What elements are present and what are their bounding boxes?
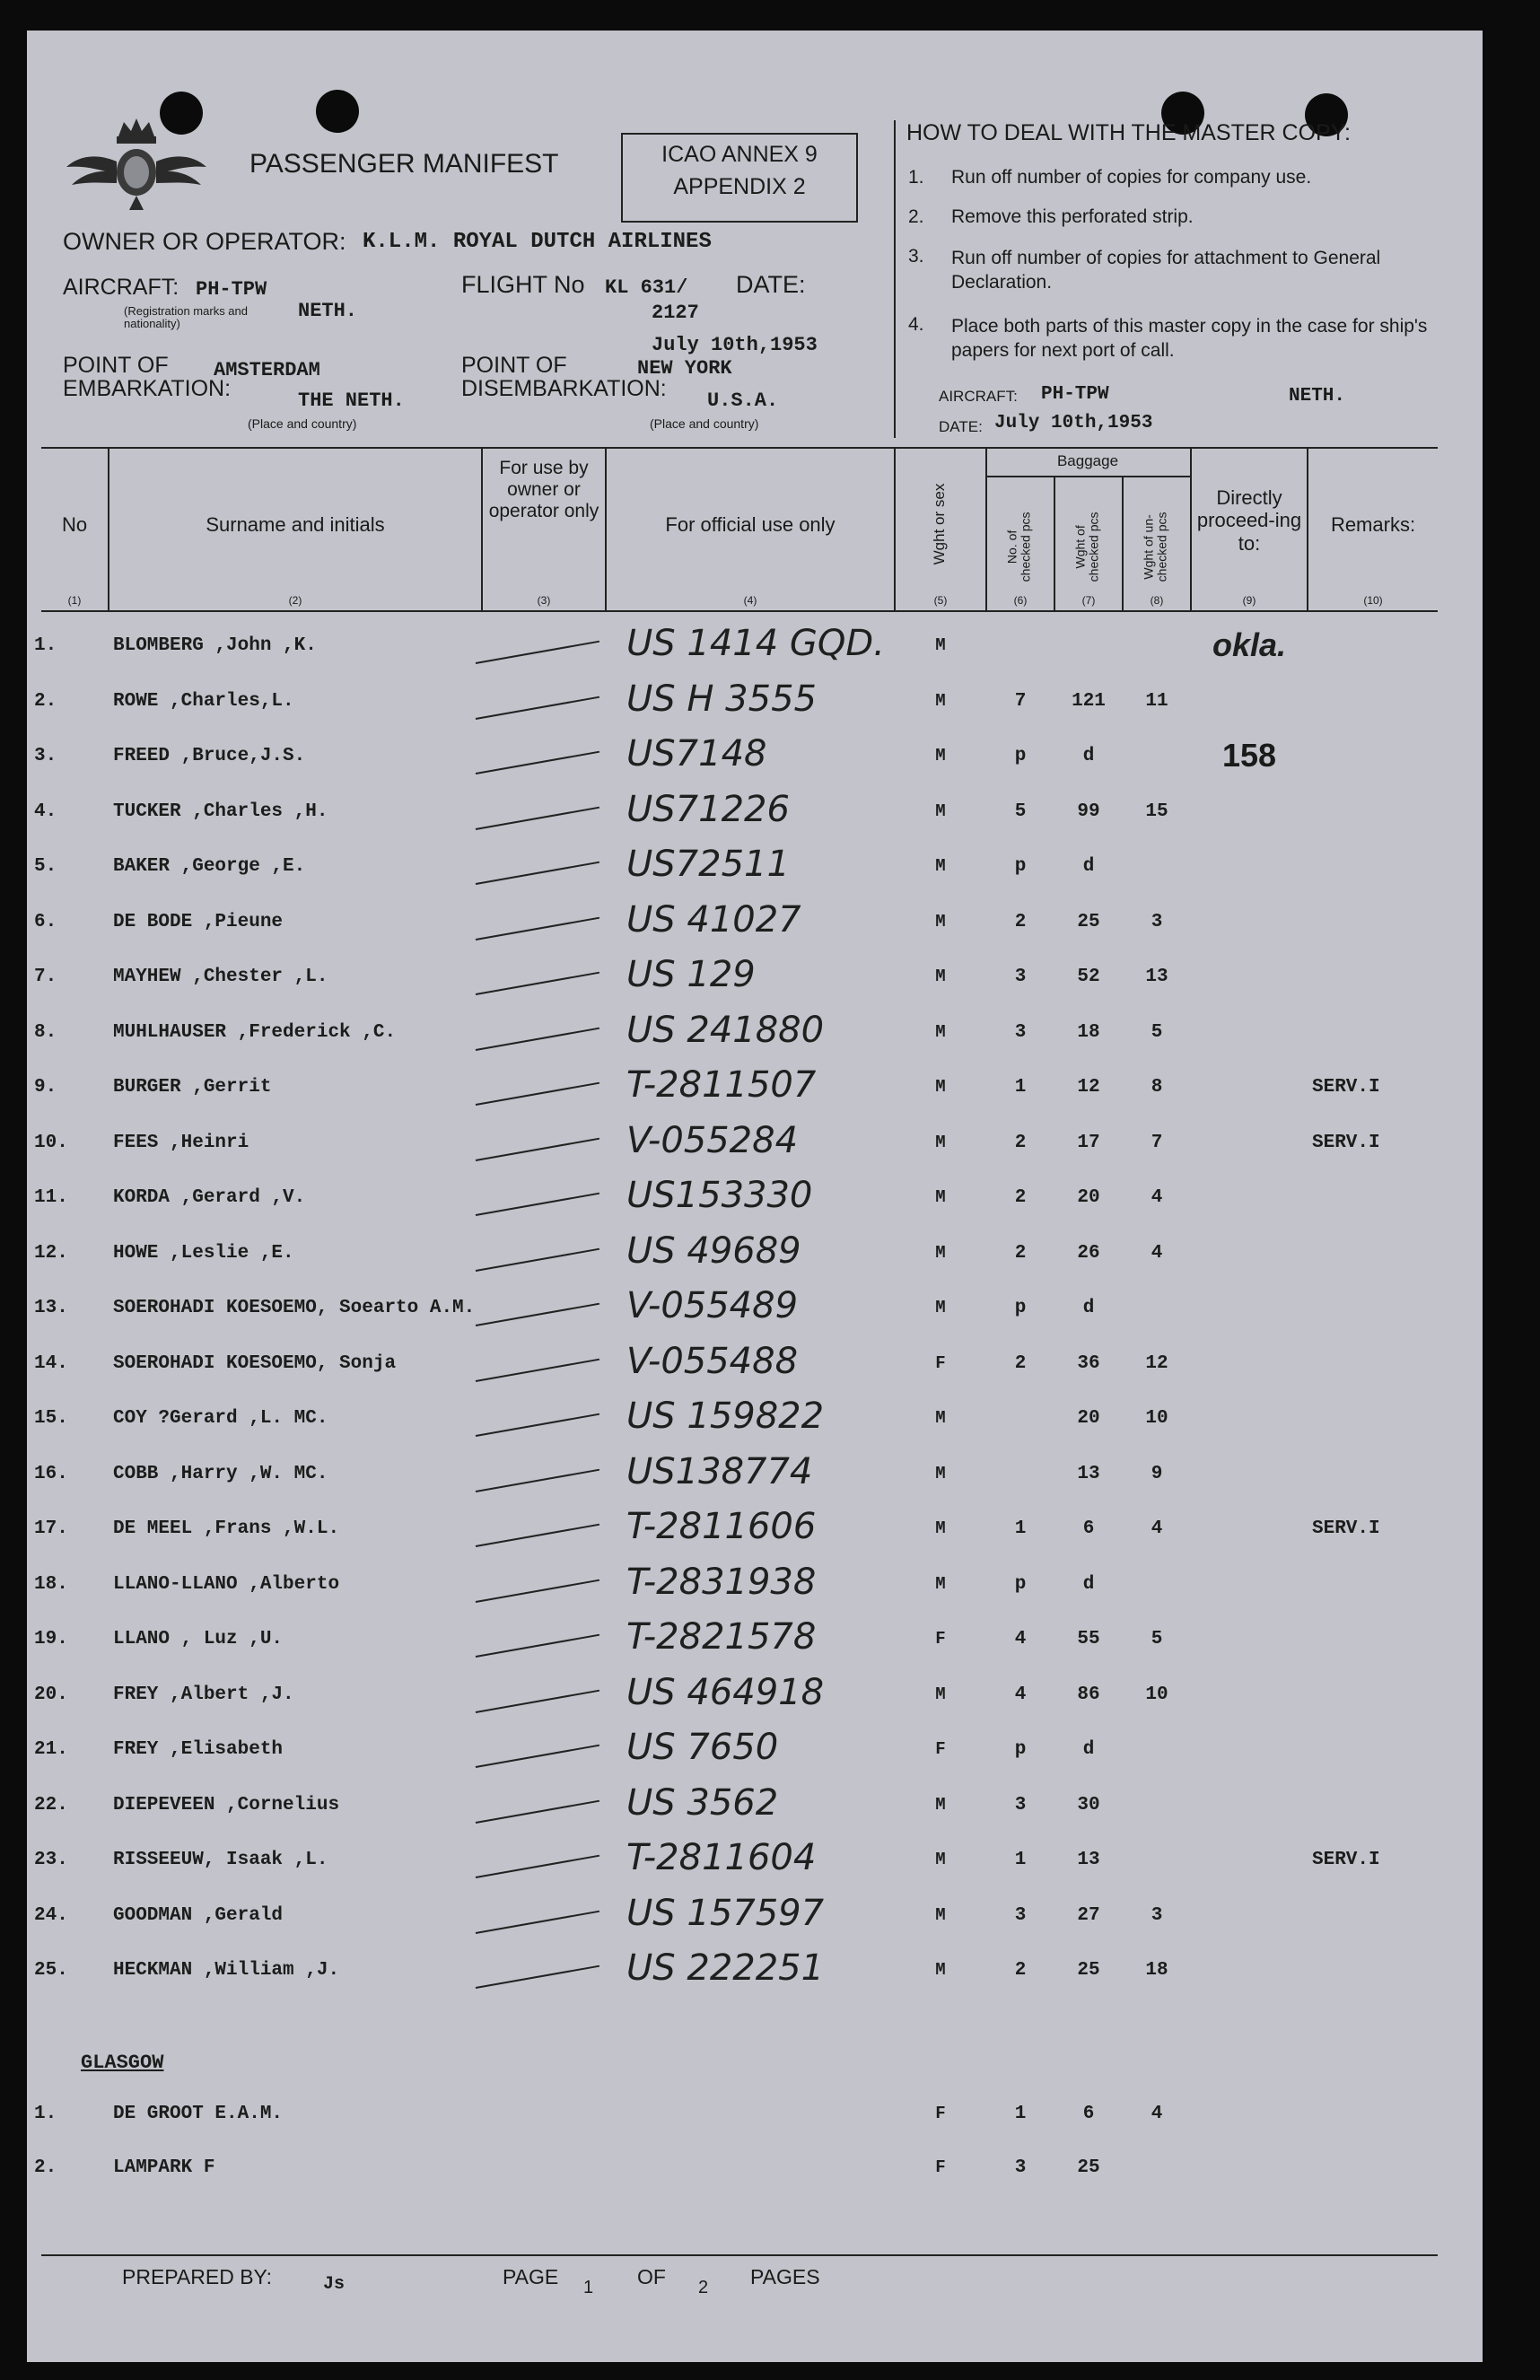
icao-appendix: APPENDIX 2 [673, 174, 806, 199]
operator-check-mark [476, 641, 599, 664]
glasgow-cell-wc: 6 [1082, 2104, 1095, 2124]
cell-pcs: 2 [1014, 911, 1027, 932]
cell-wc: 55 [1077, 1629, 1100, 1649]
cell-wu: 7 [1151, 1132, 1163, 1153]
cell-sex: M [935, 1904, 946, 1925]
cell-wc: 27 [1077, 1904, 1100, 1926]
cell-sex: F [935, 1352, 946, 1373]
cell-official: US 464918 [626, 1671, 825, 1713]
cell-wu: 10 [1145, 1408, 1168, 1429]
cell-wu: 5 [1151, 1021, 1163, 1043]
table-top-rule [41, 447, 1438, 449]
disembark-country: U.S.A. [707, 389, 779, 412]
cell-wu: 4 [1151, 1242, 1163, 1264]
cell-sex: M [935, 1960, 946, 1980]
cell-sex: M [935, 1021, 946, 1042]
cell-pcs: 1 [1014, 1077, 1027, 1098]
cell-sex: M [935, 1518, 946, 1538]
cell-name: BLOMBERG ,John ,K. [113, 635, 317, 656]
instruction-text: Remove this perforated strip. [951, 206, 1194, 227]
operator-check-mark [476, 1193, 599, 1216]
cell-pcs: p [1014, 856, 1027, 877]
operator-check-mark [476, 972, 599, 995]
col-number: (3) [537, 594, 551, 607]
pages-number: 2 [698, 2278, 709, 2297]
cell-sex: M [935, 1298, 946, 1317]
cell-pcs: 3 [1014, 1794, 1027, 1816]
cell-official: US153330 [626, 1175, 813, 1216]
cell-name: FREED ,Bruce,J.S. [113, 746, 306, 766]
disembark-sublabel: (Place and country) [650, 416, 759, 431]
aircraft-label: AIRCRAFT: [63, 275, 179, 300]
operator-check-mark [476, 806, 599, 829]
disembark-city: NEW YORK [637, 357, 732, 380]
cell-wu: 3 [1151, 911, 1163, 932]
instruction-text: Run off number of copies for attachment to General Declaration. [951, 248, 1381, 293]
instructions-date-value: July 10th,1953 [994, 413, 1153, 433]
col-header-wght-sex: Wght or sex [931, 483, 948, 565]
glasgow-cell-n: 1. [34, 2104, 57, 2124]
cell-sex: M [935, 1187, 946, 1207]
cell-name: SOEROHADI KOESOEMO, Sonja [113, 1352, 397, 1374]
flight-value: KL 631/ [605, 276, 688, 299]
cell-wc: 20 [1077, 1408, 1100, 1429]
col-header-name: Surname and initials [206, 513, 385, 536]
col-divider [1122, 476, 1124, 610]
col-divider [1054, 476, 1055, 610]
manifest-sheet [27, 31, 1483, 2362]
aircraft-value: PH-TPW [196, 278, 267, 301]
cell-sex: M [935, 690, 946, 711]
page-number: 1 [583, 2278, 594, 2297]
glasgow-cell-name: LAMPARK F [113, 2157, 215, 2178]
cell-remarks: SERV.I [1312, 1077, 1380, 1098]
cell-wc: 52 [1077, 967, 1100, 987]
cell-wc: d [1082, 856, 1095, 877]
cell-wc: 99 [1077, 801, 1100, 822]
cell-sex: M [935, 1794, 946, 1815]
cell-n: 9. [34, 1077, 57, 1098]
cell-official: V-055489 [626, 1285, 799, 1326]
cell-pcs: 1 [1014, 1518, 1027, 1539]
cell-official: V-055284 [626, 1119, 799, 1161]
cell-n: 19. [34, 1629, 68, 1649]
page-label: PAGE [503, 2265, 559, 2288]
cell-official: US 49689 [626, 1229, 801, 1272]
embark-city: AMSTERDAM [214, 359, 320, 381]
cell-official: US 129 [626, 954, 756, 995]
klm-logo-icon [65, 117, 208, 215]
cell-sex: M [935, 967, 946, 986]
section-heading-glasgow: GLASGOW [81, 2052, 164, 2074]
operator-check-mark [476, 1468, 599, 1492]
cell-pcs: 2 [1014, 1187, 1027, 1208]
cell-wu: 4 [1151, 1187, 1163, 1208]
embark-country: THE NETH. [298, 389, 405, 412]
cell-pcs: 5 [1014, 801, 1027, 822]
cell-sex: M [935, 1573, 946, 1594]
cell-sex: M [935, 635, 946, 655]
cell-sex: M [935, 856, 946, 876]
cell-wc: 13 [1077, 1850, 1100, 1870]
col-divider [894, 447, 896, 610]
cell-n: 15. [34, 1408, 68, 1429]
of-label: OF [637, 2265, 666, 2288]
operator-check-mark [476, 1413, 599, 1437]
embark-sublabel: (Place and country) [248, 416, 357, 431]
cell-name: LLANO , Luz ,U. [113, 1629, 284, 1649]
cell-wc: d [1082, 746, 1095, 766]
glasgow-cell-pcs: 3 [1014, 2157, 1027, 2178]
operator-check-mark [476, 1799, 599, 1823]
cell-remarks: SERV.I [1312, 1132, 1380, 1153]
pages-label: PAGES [750, 2265, 820, 2288]
cell-pcs: 3 [1014, 967, 1027, 987]
col-number: (4) [743, 594, 757, 607]
table-header-rule [41, 610, 1438, 612]
cell-n: 12. [34, 1242, 68, 1264]
cell-pcs: 2 [1014, 1960, 1027, 1981]
cell-official: US 41027 [626, 898, 801, 941]
cell-n: 4. [34, 801, 57, 822]
cell-official: US 159822 [626, 1396, 825, 1437]
cell-sex: M [935, 746, 946, 766]
cell-official: US 7650 [626, 1727, 779, 1768]
instruction-number: 2. [908, 206, 924, 227]
cell-wc: 30 [1077, 1794, 1100, 1816]
cell-sex: F [935, 1629, 946, 1649]
cell-wu: 12 [1145, 1352, 1168, 1374]
aircraft-sublabel: (Registration marks and nationality) [124, 304, 248, 331]
cell-name: DE BODE ,Pieune [113, 911, 284, 932]
cell-wu: 4 [1151, 1518, 1163, 1539]
operator-check-mark [476, 696, 599, 719]
cell-n: 1. [34, 635, 57, 656]
cell-n: 16. [34, 1463, 68, 1484]
cell-sex: M [935, 1077, 946, 1097]
col-divider [481, 447, 483, 610]
col-divider [985, 447, 987, 610]
operator-check-mark [476, 916, 599, 940]
instruction-text: Run off number of copies for company use. [951, 167, 1312, 188]
cell-name: COBB ,Harry ,W. MC. [113, 1463, 328, 1484]
cell-name: MUHLHAUSER ,Frederick ,C. [113, 1021, 397, 1043]
instructions-aircraft-label: AIRCRAFT: [939, 388, 1018, 405]
operator-check-mark [476, 1855, 599, 1878]
cell-official: US138774 [626, 1450, 813, 1492]
cell-official: US 3562 [626, 1781, 779, 1824]
operator-check-mark [476, 1634, 599, 1658]
col-header-owner-use: For use by owner or operator only [488, 458, 599, 522]
cell-n: 8. [34, 1021, 57, 1043]
operator-check-mark [476, 1745, 599, 1768]
col-number: (1) [67, 594, 82, 607]
cell-n: 7. [34, 967, 57, 987]
cell-wc: 25 [1077, 1960, 1100, 1981]
col-header-num-checked: No. of checked pcs [1004, 512, 1033, 582]
cell-wu: 13 [1145, 967, 1168, 987]
cell-official: US 1414 GQD. [626, 623, 885, 664]
owner-label: OWNER OR OPERATOR: [63, 228, 346, 255]
cell-official: US 222251 [626, 1947, 825, 1989]
cell-wc: 6 [1082, 1518, 1095, 1539]
glasgow-cell-sex: F [935, 2157, 946, 2177]
col-number: (5) [933, 594, 948, 607]
col-number: (7) [1081, 594, 1096, 607]
cell-official: T-2831938 [626, 1561, 817, 1603]
cell-name: ROWE ,Charles,L. [113, 690, 294, 712]
cell-pcs: 7 [1014, 690, 1027, 712]
cell-pcs: p [1014, 1573, 1027, 1595]
instructions-divider [894, 120, 896, 438]
col-number: (8) [1150, 594, 1164, 607]
cell-name: RISSEEUW, Isaak ,L. [113, 1850, 328, 1870]
glasgow-cell-wc: 25 [1077, 2157, 1100, 2178]
disembark-label: POINT OF DISEMBARKATION: [461, 353, 667, 402]
cell-pcs: 3 [1014, 1904, 1027, 1926]
operator-check-mark [476, 751, 599, 774]
col-header-remarks: Remarks: [1330, 513, 1416, 536]
prepared-by-value: Js [323, 2274, 346, 2295]
cell-name: BAKER ,George ,E. [113, 856, 306, 877]
cell-wu: 5 [1151, 1629, 1163, 1649]
cell-wu: 3 [1151, 1904, 1163, 1926]
cell-n: 21. [34, 1739, 68, 1760]
col-header-baggage: Baggage [1056, 452, 1119, 469]
cell-official: US 241880 [626, 1009, 825, 1051]
cell-sex: M [935, 911, 946, 932]
cell-wc: 36 [1077, 1352, 1100, 1374]
cell-dest: okla. [1212, 626, 1287, 663]
cell-wu: 18 [1145, 1960, 1168, 1981]
embark-label: POINT OF EMBARKATION: [63, 353, 232, 402]
cell-n: 2. [34, 690, 57, 712]
cell-wu: 9 [1151, 1463, 1163, 1484]
cell-wc: 25 [1077, 911, 1100, 932]
cell-dest: 158 [1221, 737, 1277, 774]
col-number: (10) [1363, 594, 1383, 607]
glasgow-cell-n: 2. [34, 2157, 57, 2178]
cell-wc: d [1082, 1739, 1095, 1760]
col-header-directly: Directly proceed-ing to: [1196, 486, 1302, 555]
cell-sex: M [935, 801, 946, 821]
instruction-number: 1. [908, 167, 924, 188]
cell-name: BURGER ,Gerrit [113, 1077, 272, 1098]
instruction-text: Place both parts of this master copy in the case for ship's papers for next port of call. [951, 316, 1428, 362]
cell-sex: M [935, 1850, 946, 1869]
cell-sex: M [935, 1408, 946, 1428]
cell-name: COY ?Gerard ,L. MC. [113, 1408, 328, 1429]
cell-n: 5. [34, 856, 57, 877]
cell-sex: M [935, 1132, 946, 1152]
cell-name: HECKMAN ,William ,J. [113, 1960, 340, 1981]
page-title: PASSENGER MANIFEST [249, 149, 559, 179]
col-header-no: No [61, 513, 88, 536]
col-header-wght-unchecked: Wght of un-checked pcs [1141, 512, 1169, 582]
date-label: DATE: [736, 271, 806, 298]
cell-n: 13. [34, 1298, 68, 1318]
cell-wc: 12 [1077, 1077, 1100, 1098]
cell-official: T-2811507 [626, 1064, 817, 1106]
cell-pcs: p [1014, 1298, 1027, 1318]
cell-sex: M [935, 1684, 946, 1704]
cell-n: 23. [34, 1850, 68, 1870]
cell-sex: M [935, 1242, 946, 1263]
cell-official: T-2821578 [626, 1616, 817, 1658]
cell-wc: 20 [1077, 1187, 1100, 1208]
cell-official: US72511 [626, 844, 790, 885]
cell-wu: 10 [1145, 1684, 1168, 1705]
cell-n: 25. [34, 1960, 68, 1981]
cell-wc: 26 [1077, 1242, 1100, 1264]
cell-n: 3. [34, 746, 57, 766]
cell-pcs: 3 [1014, 1021, 1027, 1043]
operator-check-mark [476, 1965, 599, 1989]
cell-official: V-055488 [626, 1340, 799, 1382]
instructions-aircraft-nationality: NETH. [1289, 386, 1346, 407]
glasgow-cell-wu: 4 [1151, 2104, 1163, 2124]
cell-n: 20. [34, 1684, 68, 1705]
cell-wc: 17 [1077, 1132, 1100, 1153]
cell-pcs: 4 [1014, 1684, 1027, 1705]
cell-name: FREY ,Albert ,J. [113, 1684, 294, 1705]
cell-n: 6. [34, 911, 57, 932]
instruction-number: 3. [908, 246, 924, 267]
aircraft-nationality: NETH. [298, 300, 358, 322]
cell-name: MAYHEW ,Chester ,L. [113, 967, 328, 987]
glasgow-cell-pcs: 1 [1014, 2104, 1027, 2124]
cell-official: US71226 [626, 788, 790, 830]
cell-name: HOWE ,Leslie ,E. [113, 1242, 294, 1264]
cell-pcs: p [1014, 1739, 1027, 1760]
cell-official: US 157597 [626, 1892, 825, 1934]
glasgow-cell-name: DE GROOT E.A.M. [113, 2104, 284, 2124]
col-number: (9) [1242, 594, 1256, 607]
cell-pcs: 2 [1014, 1242, 1027, 1264]
cell-n: 22. [34, 1794, 68, 1816]
operator-check-mark [476, 1689, 599, 1712]
operator-check-mark [476, 1579, 599, 1602]
col-number: (6) [1013, 594, 1028, 607]
operator-check-mark [476, 1524, 599, 1547]
cell-official: US H 3555 [626, 678, 817, 720]
operator-check-mark [476, 1137, 599, 1160]
cell-pcs: 2 [1014, 1132, 1027, 1153]
operator-check-mark [476, 1303, 599, 1326]
cell-wu: 8 [1151, 1077, 1163, 1098]
cell-name: SOEROHADI KOESOEMO, Soearto A.M. [113, 1298, 476, 1318]
cell-n: 18. [34, 1573, 68, 1595]
cell-pcs: 2 [1014, 1352, 1027, 1374]
cell-n: 24. [34, 1904, 68, 1926]
operator-check-mark [476, 862, 599, 885]
instructions-date-label: DATE: [939, 418, 983, 435]
icao-annex: ICAO ANNEX 9 [661, 142, 818, 167]
instructions-aircraft-value: PH-TPW [1041, 384, 1109, 405]
operator-check-mark [476, 1247, 599, 1271]
flight-label: FLIGHT No [461, 271, 585, 298]
cell-name: TUCKER ,Charles ,H. [113, 801, 328, 822]
operator-check-mark [476, 1027, 599, 1050]
cell-official: US7148 [626, 733, 767, 774]
flight-date: July 10th,1953 [652, 334, 818, 356]
cell-n: 14. [34, 1352, 68, 1374]
cell-name: KORDA ,Gerard ,V. [113, 1187, 306, 1208]
cell-pcs: p [1014, 746, 1027, 766]
cell-n: 11. [34, 1187, 68, 1208]
owner-value: K.L.M. ROYAL DUTCH AIRLINES [363, 230, 712, 254]
cell-wc: 86 [1077, 1684, 1100, 1705]
cell-n: 17. [34, 1518, 68, 1539]
operator-check-mark [476, 1082, 599, 1106]
instruction-number: 4. [908, 314, 924, 335]
cell-name: DE MEEL ,Frans ,W.L. [113, 1518, 340, 1539]
cell-name: DIEPEVEEN ,Cornelius [113, 1794, 340, 1816]
operator-check-mark [476, 1358, 599, 1381]
cell-wc: d [1082, 1298, 1095, 1318]
cell-n: 10. [34, 1132, 68, 1153]
baggage-rule [985, 476, 1190, 477]
cell-name: FEES ,Heinri [113, 1132, 249, 1153]
glasgow-cell-sex: F [935, 2104, 946, 2123]
col-header-wght-checked: Wght of checked pcs [1072, 512, 1101, 582]
cell-wu: 11 [1145, 690, 1168, 712]
instructions-title: HOW TO DEAL WITH THE MASTER COPY: [906, 120, 1351, 145]
cell-wu: 15 [1145, 801, 1168, 822]
flight-number: 2127 [652, 302, 699, 324]
cell-sex: F [935, 1739, 946, 1759]
cell-wc: d [1082, 1573, 1095, 1595]
operator-check-mark [476, 1910, 599, 1933]
cell-wc: 121 [1072, 690, 1106, 712]
cell-official: T-2811606 [626, 1506, 817, 1547]
cell-pcs: 1 [1014, 1850, 1027, 1870]
cell-remarks: SERV.I [1312, 1518, 1380, 1539]
col-number: (2) [288, 594, 302, 607]
cell-official: T-2811604 [626, 1837, 817, 1878]
cell-sex: M [935, 1463, 946, 1483]
prepared-by-label: PREPARED BY: [122, 2265, 273, 2288]
cell-name: GOODMAN ,Gerald [113, 1904, 284, 1926]
punch-hole [316, 90, 359, 133]
col-header-official: For official use only [665, 513, 836, 536]
cell-wc: 13 [1077, 1463, 1100, 1484]
cell-name: FREY ,Elisabeth [113, 1739, 284, 1760]
cell-remarks: SERV.I [1312, 1850, 1380, 1870]
cell-name: LLANO-LLANO ,Alberto [113, 1573, 340, 1595]
cell-pcs: 4 [1014, 1629, 1027, 1649]
cell-wc: 18 [1077, 1021, 1100, 1043]
footer-rule [41, 2254, 1438, 2256]
